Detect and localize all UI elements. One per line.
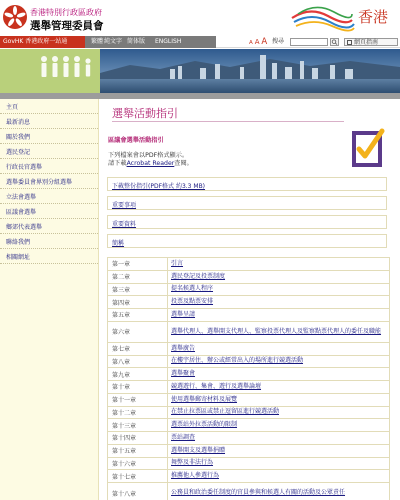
utility-bar — [0, 36, 400, 48]
voters-icon — [0, 49, 100, 93]
chapter-link[interactable]: 在樓宇居住、辦公或經常出入的場所進行競選活動 — [168, 355, 390, 368]
sidebar-item-home[interactable]: 主頁 — [0, 99, 98, 114]
chapter-link[interactable]: 選舉呈請 — [168, 309, 390, 322]
chapter-link[interactable]: 推薦他人參選行為 — [168, 470, 390, 483]
chapter-link[interactable]: 選舉代理人、選舉開支代理人、監察投票代理人及監察點票代理人的委任及職能 — [168, 321, 390, 342]
chapter-link[interactable]: 選票站外拉票活動的限制 — [168, 419, 390, 432]
sidebar-item-rural-election[interactable]: 鄉郊代表選舉 — [0, 219, 98, 234]
govhk-link[interactable]: GovHK 香港政府一站通 — [0, 36, 85, 48]
english-link[interactable]: ENGLISH — [155, 38, 182, 45]
intro-text-2: 請下載Acrobat Reader查閱。 — [108, 160, 193, 167]
acrobat-reader-link[interactable]: Acrobat Reader — [126, 160, 175, 167]
chapter-link[interactable]: 選舉廣告 — [168, 342, 390, 355]
abbreviations-link[interactable]: 簡稱 — [107, 234, 387, 248]
chapters-table — [107, 257, 390, 500]
sidebar-item-chief-executive-election[interactable]: 行政長官選舉 — [0, 159, 98, 174]
sidebar-item-election-committee[interactable]: 選舉委員會界別分組選舉 — [0, 174, 98, 189]
download-full-guide-link[interactable]: 下載整份指引(PDF格式 約3.3 MB) — [107, 177, 387, 191]
chapter-link[interactable]: 使用選舉郵寄材料及展覽 — [168, 393, 390, 406]
table-row: 第十六章 舞弊及非法行為 — [108, 457, 390, 470]
table-row: 第七章 選舉廣告 — [108, 342, 390, 355]
language-bar — [85, 36, 216, 48]
search-input[interactable] — [290, 38, 328, 46]
sidebar-item-legco-election[interactable]: 立法會選舉 — [0, 189, 98, 204]
table-row: 第九章 選舉聚會 — [108, 368, 390, 381]
important-info-link[interactable]: 重要資料 — [107, 215, 387, 229]
trad-chinese-link[interactable]: 繁體 — [91, 38, 104, 45]
search-icon — [331, 39, 338, 45]
brand-text: 香港 — [358, 8, 389, 26]
hksar-emblem-icon[interactable] — [2, 4, 28, 30]
chapter-link[interactable]: 選舉聚會 — [168, 368, 390, 381]
chapter-link[interactable]: 舞弊及非法行為 — [168, 457, 390, 470]
table-row: 第十七章 推薦他人參選行為 — [108, 470, 390, 483]
table-row: 第十章 競選遊行、集會、遊行及選舉論壇 — [108, 381, 390, 394]
table-row: 第十五章 選舉開支及選舉捐贈 — [108, 444, 390, 457]
table-row: 第十八章 公務員和政治委任制度的官員參與和候選人有關的活動及公眾責任 — [108, 483, 390, 500]
chapter-link[interactable]: 投票及點票安排 — [168, 296, 390, 309]
table-row: 第一章 引言 — [108, 258, 390, 271]
table-row: 第十一章 使用選舉郵寄材料及展覽 — [108, 393, 390, 406]
page-title: 選舉活動指引 — [112, 107, 178, 120]
sitemap-button[interactable] — [344, 38, 398, 46]
table-row: 第二章 選民登記及投票制度 — [108, 270, 390, 283]
table-row: 第十二章 在禁止拉票區或禁止逗留區進行競選活動 — [108, 406, 390, 419]
sidebar-item-related-links[interactable]: 相關網址 — [0, 249, 98, 264]
simplified-chinese-link[interactable]: 简体版 — [127, 38, 146, 45]
sidebar-nav — [0, 99, 99, 500]
site-header — [0, 0, 400, 36]
banner-voters-graphic — [0, 49, 100, 93]
plain-text-link[interactable]: 純文字 — [104, 38, 123, 45]
govt-name: 香港特別行政區政府 — [30, 8, 102, 17]
search-label: 搜尋 — [272, 38, 285, 45]
sidebar-item-contact[interactable]: 聯絡我們 — [0, 234, 98, 249]
banner-harbour-photo — [100, 49, 400, 93]
main-content — [100, 99, 400, 500]
chapter-link[interactable]: 選舉開支及選舉捐贈 — [168, 444, 390, 457]
chapter-link[interactable]: 在禁止拉票區或禁止逗留區進行競選活動 — [168, 406, 390, 419]
brand-hong-kong-logo — [290, 2, 398, 34]
important-notes-link[interactable]: 重要事項 — [107, 196, 387, 210]
font-large-button[interactable]: A — [261, 37, 268, 47]
table-row: 第四章 投票及點票安排 — [108, 296, 390, 309]
table-row: 第八章 在樓宇居住、辦公或經常出入的場所進行競選活動 — [108, 355, 390, 368]
title-divider — [112, 121, 344, 122]
table-row: 第六章 選舉代理人、選舉開支代理人、監察投票代理人及監察點票代理人的委任及職能 — [108, 321, 390, 342]
ballot-check-icon — [348, 125, 388, 173]
sidebar-item-voter-registration[interactable]: 選民登記 — [0, 144, 98, 159]
table-row: 第十四章 票站調查 — [108, 432, 390, 445]
table-row: 第十三章 選票站外拉票活動的限制 — [108, 419, 390, 432]
chapter-link[interactable]: 競選遊行、集會、遊行及選舉論壇 — [168, 381, 390, 394]
section-subtitle: 區議會選舉活動指引 — [108, 137, 164, 144]
font-medium-button[interactable]: A — [254, 38, 260, 46]
chapter-link[interactable]: 選民登記及投票制度 — [168, 270, 390, 283]
font-size-controls — [249, 37, 267, 48]
table-row: 第五章 選舉呈請 — [108, 309, 390, 322]
search-button[interactable] — [330, 38, 339, 46]
chapter-link[interactable]: 票站調查 — [168, 432, 390, 445]
chapter-link[interactable]: 公務員和政治委任制度的官員參與和候選人有關的活動及公眾責任 — [168, 483, 390, 500]
font-small-button[interactable]: A — [249, 40, 253, 46]
chapter-link[interactable]: 提名候選人程序 — [168, 283, 390, 296]
sidebar-item-news[interactable]: 最新消息 — [0, 114, 98, 129]
sitemap-label: 網頁指南 — [354, 39, 379, 46]
table-row: 第三章 提名候選人程序 — [108, 283, 390, 296]
chapter-link[interactable]: 引言 — [168, 258, 390, 271]
site-title[interactable]: 選舉管理委員會 — [30, 20, 104, 32]
sidebar-item-about[interactable]: 關於我們 — [0, 129, 98, 144]
sitemap-icon — [347, 40, 352, 45]
sidebar-item-district-council-election[interactable]: 區議會選舉 — [0, 204, 98, 219]
intro-text-1: 下列檔案會以PDF格式顯示。 — [108, 152, 189, 159]
